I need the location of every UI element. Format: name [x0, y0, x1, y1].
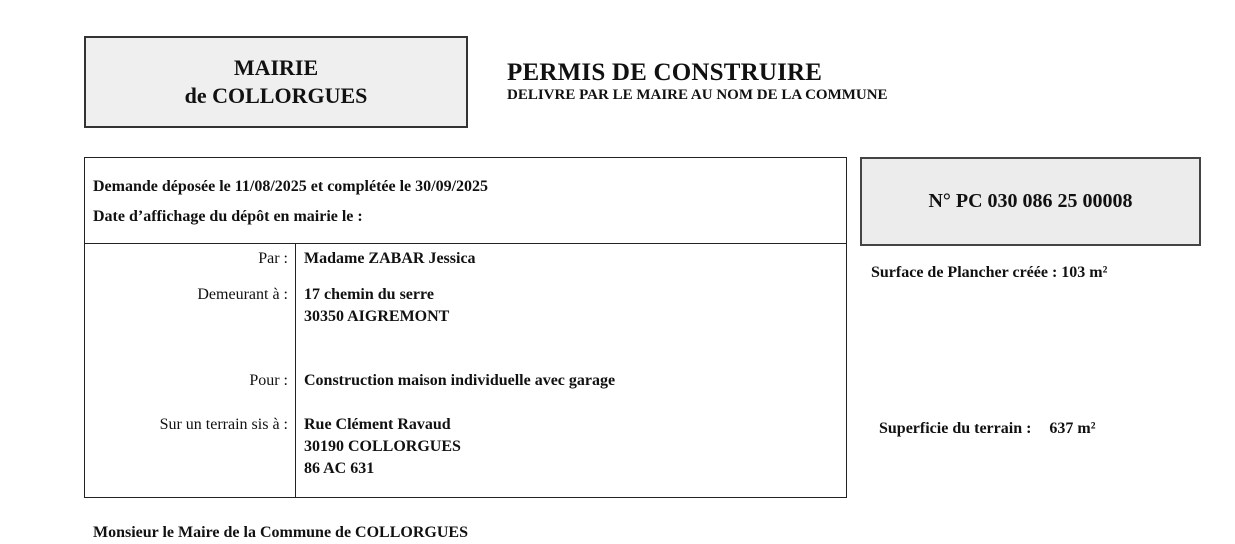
request-details-table: [84, 157, 847, 498]
plot-area-label: Superficie du terrain :: [879, 420, 1032, 437]
plot-line-1: Rue Clément Ravaud: [304, 416, 451, 433]
permit-title-block: [507, 60, 888, 104]
mairie-header-box: [84, 36, 468, 128]
address-line-1: 17 chemin du serre: [304, 286, 434, 303]
applicant-name: Madame ZABAR Jessica: [304, 250, 476, 267]
display-date-line: Date d’affichage du dépôt en mairie le :: [93, 208, 363, 225]
plot-line-2: 30190 COLLORGUES: [304, 438, 461, 455]
permit-number-box: [860, 157, 1201, 246]
applicant-label: Par :: [258, 250, 288, 267]
request-body: [85, 244, 846, 497]
mayor-line: Monsieur le Maire de la Commune de COLLORGUES: [93, 524, 468, 541]
request-header: [85, 158, 846, 244]
plot-line-3: 86 AC 631: [304, 460, 375, 477]
address-label: Demeurant à :: [197, 286, 288, 303]
permit-title: PERMIS DE CONSTRUIRE: [507, 59, 823, 86]
permit-subtitle: DELIVRE PAR LE MAIRE AU NOM DE LA COMMUNE: [507, 87, 888, 103]
deposit-date-line: Demande déposée le 11/08/2025 et complétée le 30/09/2025: [93, 178, 489, 195]
purpose-label: Pour :: [249, 372, 288, 389]
plot-area: [879, 418, 1096, 440]
purpose-value: Construction maison individuelle avec garage: [304, 372, 616, 389]
mairie-commune: de COLLORGUES: [184, 83, 368, 108]
permit-number: N° PC 030 086 25 00008: [928, 190, 1133, 212]
address-line-2: 30350 AIGREMONT: [304, 308, 450, 325]
column-divider: [295, 244, 296, 497]
floor-area-created: Surface de Plancher créée : 103 m²: [871, 264, 1108, 281]
plot-area-value: 637 m²: [1049, 420, 1096, 437]
mairie-title: MAIRIE: [233, 55, 319, 80]
plot-label: Sur un terrain sis à :: [159, 416, 288, 433]
